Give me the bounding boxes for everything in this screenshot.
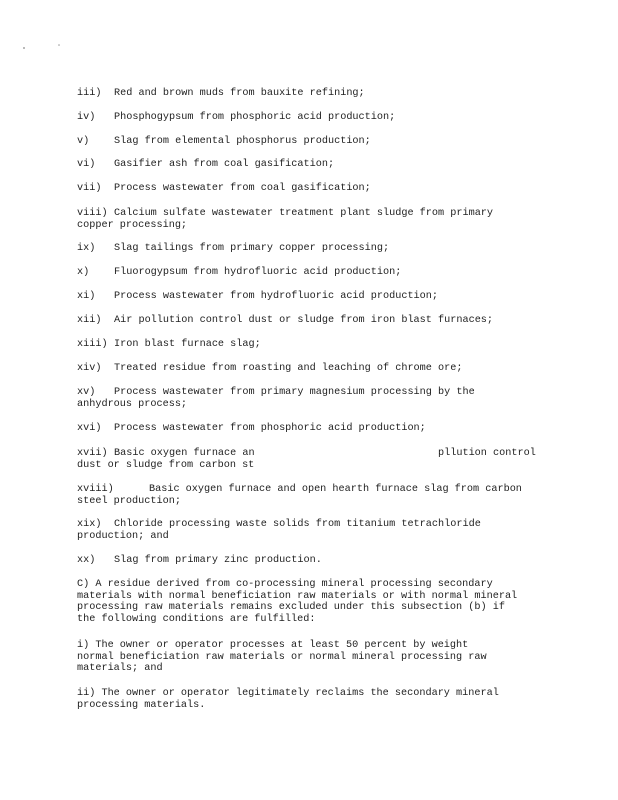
- item-number: xvi): [77, 423, 102, 434]
- item-text: Process wastewater from hydrofluoric acid production;: [114, 291, 439, 302]
- item-number: iii): [77, 88, 102, 99]
- item-text: Fluorogypsum from hydrofluoric acid production;: [114, 267, 402, 278]
- item-number: vi): [77, 159, 96, 170]
- item-number: xvii): [77, 448, 108, 459]
- scan-speck: [58, 44, 60, 46]
- paragraph-line: materials with normal beneficiation raw materials or with normal mineral: [77, 590, 518, 602]
- item-text: Slag from primary zinc production.: [114, 555, 322, 566]
- paragraph-line: ii) The owner or operator legitimately reclaims the secondary mineral: [77, 688, 499, 699]
- item-number: xx): [77, 555, 96, 566]
- item-number: xviii): [77, 484, 114, 495]
- item-text: Phosphogypsum from phosphoric acid production;: [114, 112, 396, 123]
- item-text: Red and brown muds from bauxite refining;: [114, 88, 365, 99]
- item-number: iv): [77, 112, 96, 123]
- item-text: Basic oxygen furnace and open hearth furnace slag from carbon: [149, 484, 522, 495]
- item-number: viii): [77, 208, 108, 219]
- item-text-continued: anhydrous process;: [77, 398, 188, 410]
- paragraph-i: [77, 640, 547, 675]
- item-number: x): [77, 267, 90, 278]
- paragraph-ii: [77, 688, 547, 711]
- paragraph-line: processing materials.: [77, 699, 206, 711]
- item-text: Basic oxygen furnace an: [114, 448, 255, 459]
- item-number: xiv): [77, 363, 102, 374]
- paragraph-line: processing raw materials remains excluded under this subsection (b) if: [77, 602, 505, 613]
- scan-speck: [23, 47, 25, 49]
- paragraph-line: C) A residue derived from co-processing mineral processing secondary: [77, 579, 493, 590]
- item-number: xiii): [77, 339, 108, 350]
- item-text-continued: production; and: [77, 530, 169, 542]
- item-text: Chloride processing waste solids from titanium tetrachloride: [114, 519, 481, 530]
- item-text: Gasifier ash from coal gasification;: [114, 159, 335, 170]
- item-number: xi): [77, 291, 96, 302]
- item-text-right-fragment: pllution control: [438, 448, 536, 459]
- item-text-continued: copper processing;: [77, 219, 188, 231]
- item-number: xix): [77, 519, 102, 530]
- item-text-continued: dust or sludge from carbon st: [77, 459, 255, 471]
- item-text: Process wastewater from primary magnesium processing by the: [114, 387, 475, 398]
- paragraph-c: [77, 579, 547, 625]
- item-text: Iron blast furnace slag;: [114, 339, 261, 350]
- item-text: Process wastewater from coal gasification;: [114, 183, 371, 194]
- item-number: xv): [77, 387, 96, 398]
- item-text: Air pollution control dust or sludge from iron blast furnaces;: [114, 315, 494, 326]
- item-text: Slag from elemental phosphorus production;: [114, 136, 371, 147]
- paragraph-line: normal beneficiation raw materials or normal mineral processing raw: [77, 651, 487, 663]
- scan-specks: [0, 0, 618, 80]
- item-text: Slag tailings from primary copper processing;: [114, 243, 390, 254]
- item-text: Calcium sulfate wastewater treatment plant sludge from primary: [114, 208, 494, 219]
- item-number: ix): [77, 243, 96, 254]
- item-number: vii): [77, 183, 102, 194]
- item-text: Treated residue from roasting and leaching of chrome ore;: [114, 363, 463, 374]
- paragraph-line: the following conditions are fulfilled:: [77, 613, 316, 625]
- item-text: Process wastewater from phosphoric acid production;: [114, 423, 426, 434]
- item-number: xii): [77, 315, 102, 326]
- item-number: v): [77, 136, 90, 147]
- item-text-continued: steel production;: [77, 495, 181, 507]
- paragraph-line: materials; and: [77, 663, 163, 674]
- paragraph-line: i) The owner or operator processes at least 50 percent by weight: [77, 640, 469, 651]
